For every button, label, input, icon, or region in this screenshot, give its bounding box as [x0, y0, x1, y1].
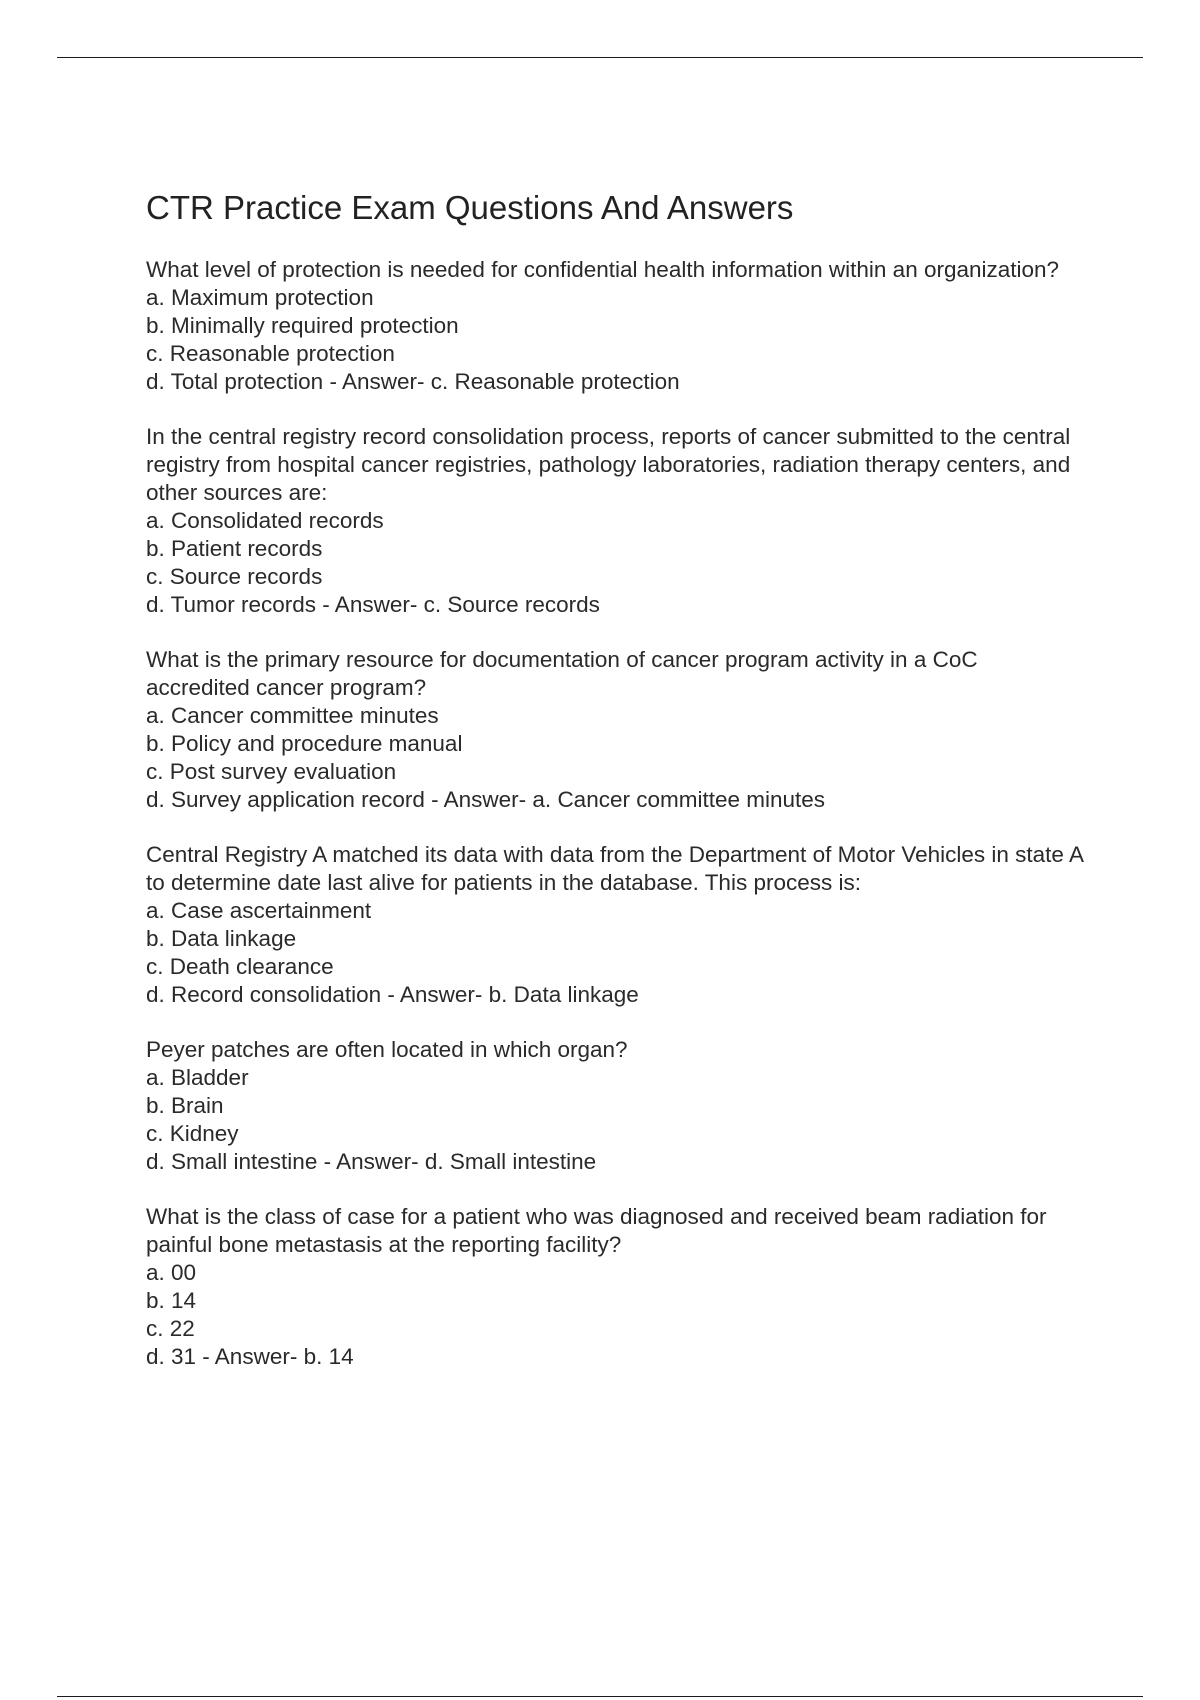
top-divider — [57, 57, 1143, 58]
question-stem: What level of protection is needed for confidential health information within an organization? — [146, 257, 1060, 282]
page-title: CTR Practice Exam Questions And Answers — [146, 189, 794, 226]
question-stem: What is the primary resource for documentation of cancer program activity in a CoC accredited cancer program? — [146, 647, 978, 700]
bottom-divider — [57, 1696, 1143, 1697]
option-b: b. Brain — [146, 1093, 224, 1118]
option-a: a. Case ascertainment — [146, 898, 372, 923]
document-body — [146, 186, 1086, 1398]
option-c: c. 22 — [146, 1316, 195, 1341]
question-2 — [146, 423, 1086, 619]
option-d-with-answer: d. Small intestine - Answer- d. Small intestine — [146, 1149, 597, 1174]
option-d-with-answer: d. Survey application record - Answer- a. Cancer committee minutes — [146, 787, 826, 812]
option-d-with-answer: d. Record consolidation - Answer- b. Data linkage — [146, 982, 639, 1007]
option-c: c. Post survey evaluation — [146, 759, 397, 784]
option-a: a. Cancer committee minutes — [146, 703, 439, 728]
option-b: b. Data linkage — [146, 926, 297, 951]
option-a: a. Maximum protection — [146, 285, 374, 310]
option-c: c. Death clearance — [146, 954, 334, 979]
question-4 — [146, 841, 1086, 1009]
option-b: b. Patient records — [146, 536, 323, 561]
option-c: c. Kidney — [146, 1121, 239, 1146]
option-d-with-answer: d. Total protection - Answer- c. Reasonable protection — [146, 369, 680, 394]
option-c: c. Reasonable protection — [146, 341, 395, 366]
option-d-with-answer: d. Tumor records - Answer- c. Source records — [146, 592, 600, 617]
question-3 — [146, 646, 1086, 814]
question-stem: What is the class of case for a patient who was diagnosed and received beam radiation for painful bone metastasis at the reporting facility? — [146, 1204, 1047, 1257]
option-c: c. Source records — [146, 564, 323, 589]
option-a: a. 00 — [146, 1260, 197, 1285]
question-stem: In the central registry record consolidation process, reports of cancer submitted to the central registry from hospital cancer registries, pathology laboratories, radiation therapy centers, and other sources are: — [146, 424, 1071, 505]
option-d-with-answer: d. 31 - Answer- b. 14 — [146, 1344, 354, 1369]
option-a: a. Consolidated records — [146, 508, 384, 533]
option-b: b. Policy and procedure manual — [146, 731, 463, 756]
option-b: b. 14 — [146, 1288, 197, 1313]
question-5 — [146, 1036, 1086, 1176]
question-1 — [146, 256, 1086, 396]
question-stem: Central Registry A matched its data with data from the Department of Motor Vehicles in state A to determine date last alive for patients in the database. This process is: — [146, 842, 1083, 895]
question-stem: Peyer patches are often located in which organ? — [146, 1037, 628, 1062]
option-a: a. Bladder — [146, 1065, 249, 1090]
option-b: b. Minimally required protection — [146, 313, 459, 338]
question-6 — [146, 1203, 1086, 1371]
